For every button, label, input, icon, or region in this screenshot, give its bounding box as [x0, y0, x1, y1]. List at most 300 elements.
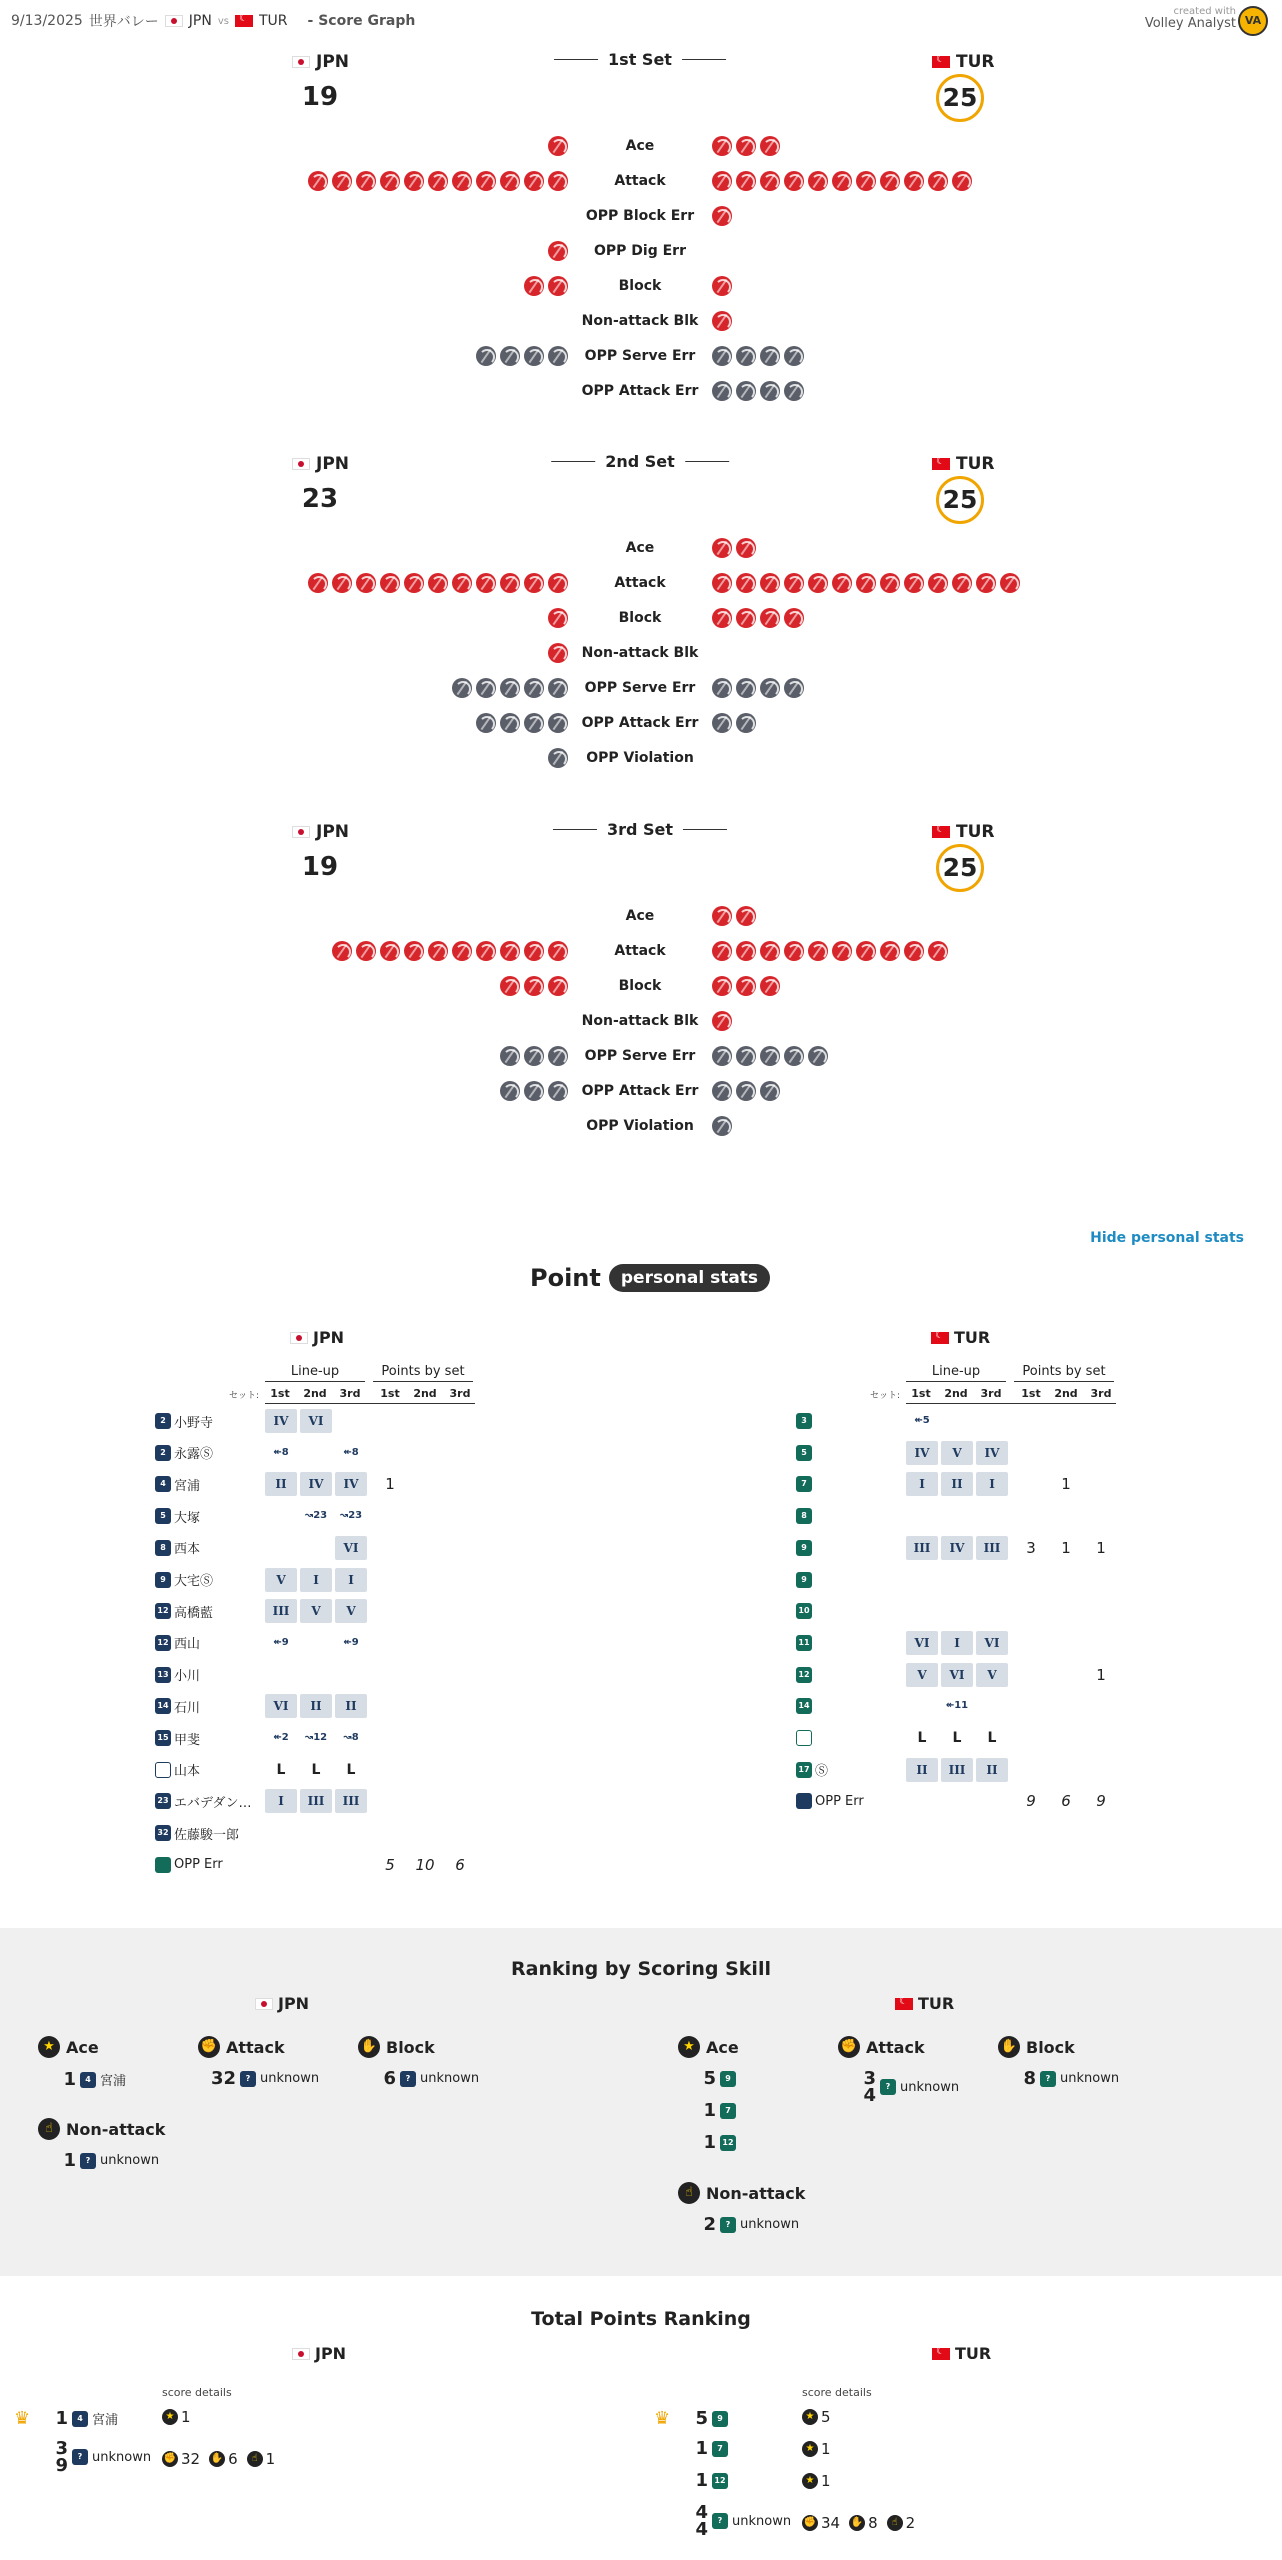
volleyball-icon — [712, 171, 732, 191]
jersey-number: 12 — [798, 1669, 810, 1679]
player-row[interactable] — [155, 1630, 265, 1656]
lineup-cell: I — [265, 1789, 297, 1813]
player-row[interactable] — [155, 1662, 265, 1688]
volleyball-icon — [712, 678, 732, 698]
rank-value: 8 — [1023, 2068, 1036, 2089]
player-name: unknown — [740, 2217, 800, 2232]
volleyball-icon — [760, 678, 780, 698]
volleyball-icon — [356, 941, 376, 961]
japan-flag-icon — [292, 2348, 310, 2360]
volleyball-icon — [548, 346, 568, 366]
skill-ace — [38, 2036, 99, 2058]
skill-rank-entry[interactable] — [48, 2070, 126, 2089]
player-name: 高橋藍 — [174, 1605, 214, 1621]
lineup-cell: I — [976, 1472, 1008, 1496]
volleyball-icon — [712, 206, 732, 226]
player-name: 永露Ⓢ — [174, 1447, 214, 1463]
jersey-number: 12 — [714, 2475, 726, 2485]
volleyball-icon — [880, 171, 900, 191]
jersey-number: 7 — [801, 1479, 807, 1489]
volleyball-icon — [332, 573, 352, 593]
skill-non-attack — [38, 2118, 165, 2140]
detail-value: 34 — [821, 2514, 841, 2532]
total-rank-entry[interactable] — [654, 2440, 732, 2457]
score-detail — [802, 2472, 837, 2490]
volleyball-icon — [548, 573, 568, 593]
jersey-number: ? — [77, 2452, 83, 2461]
score-team-a: 19 — [301, 82, 339, 112]
team-b-balls — [712, 608, 804, 628]
total-rank-entry[interactable] — [654, 2472, 732, 2489]
volleyball-icon — [500, 941, 520, 961]
rank-team-name: JPN — [278, 1994, 310, 2013]
skill-name: Attack — [226, 2037, 285, 2057]
title-rule-right — [683, 829, 727, 830]
skill-rank-entry[interactable] — [48, 2152, 159, 2169]
jersey-icon — [155, 1762, 171, 1778]
jersey-number: ? — [1045, 2073, 1051, 2083]
points-set-col: 1st — [1021, 1387, 1041, 1400]
player-row[interactable] — [796, 1471, 906, 1497]
volleyball-icon — [904, 573, 924, 593]
volleyball-icon — [548, 976, 568, 996]
volleyball-icon — [808, 573, 828, 593]
player-row[interactable] — [796, 1693, 906, 1719]
volleyball-icon — [808, 1046, 828, 1066]
volleyball-icon — [524, 171, 544, 191]
jersey-number: 8 — [801, 1511, 807, 1521]
player-row[interactable] — [796, 1440, 906, 1466]
player-name: 甲斐 — [174, 1732, 201, 1748]
player-name: 西本 — [174, 1542, 201, 1558]
player-row[interactable] — [155, 1503, 265, 1529]
volleyball-icon — [476, 713, 496, 733]
volleyball-icon — [736, 976, 756, 996]
skill-rank-entry[interactable] — [688, 2070, 740, 2087]
player-name: 小川 — [174, 1669, 201, 1685]
turkey-flag-icon — [932, 458, 950, 470]
jersey-number: 32 — [157, 1828, 169, 1838]
score-details-label: score details — [162, 2386, 232, 2399]
block-icon: ✋ — [998, 2036, 1020, 2058]
team-a-balls — [500, 1046, 568, 1066]
jersey-icon — [796, 1445, 812, 1461]
stat-label: Non-attack Blk — [581, 313, 699, 329]
points-cell: 9 — [1026, 1792, 1036, 1811]
player-row[interactable] — [155, 1788, 265, 1814]
volleyball-icon — [500, 171, 520, 191]
volleyball-icon — [404, 941, 424, 961]
jersey-icon — [240, 2071, 256, 2087]
lineup-cell: L — [311, 1761, 321, 1778]
volleyball-icon — [356, 171, 376, 191]
jersey-number: 5 — [801, 1447, 807, 1457]
team-b-balls — [712, 713, 756, 733]
player-row[interactable] — [155, 1440, 265, 1466]
jersey-number: 11 — [798, 1637, 810, 1647]
hand-icon: ☝ — [678, 2182, 700, 2204]
team-a-name: JPN — [316, 822, 350, 842]
volleyball-icon — [760, 941, 780, 961]
skill-rank-entry[interactable] — [848, 2070, 959, 2104]
player-row[interactable] — [796, 1598, 906, 1624]
block-icon: ✋ — [209, 2451, 225, 2467]
player-row[interactable] — [796, 1662, 906, 1688]
lineup-cell: II — [906, 1758, 938, 1782]
player-row[interactable] — [155, 1471, 265, 1497]
hand-icon: ☝ — [887, 2515, 903, 2531]
volleyball-icon — [548, 608, 568, 628]
lineup-cell: VI — [300, 1409, 332, 1433]
personal-stats-pill[interactable]: personal stats — [609, 1264, 770, 1292]
set-label: セット: — [870, 1391, 901, 1401]
volleyball-icon — [832, 573, 852, 593]
jersey-number: 9 — [801, 1574, 807, 1584]
volleyball-icon — [500, 976, 520, 996]
player-row[interactable] — [796, 1725, 906, 1751]
player-row[interactable] — [796, 1535, 906, 1561]
team-b-balls — [712, 311, 732, 331]
total-rank-entry[interactable] — [14, 2440, 151, 2474]
player-row[interactable] — [155, 1693, 265, 1719]
stat-label: Ace — [625, 540, 655, 556]
set-team-b — [932, 52, 995, 72]
volleyball-icon — [928, 941, 948, 961]
jersey-number: 12 — [157, 1606, 169, 1616]
team-a-code: JPN — [188, 13, 212, 29]
volleyball-icon — [332, 171, 352, 191]
volleyball-icon — [760, 976, 780, 996]
team-b-balls — [712, 276, 732, 296]
rank-team-name: TUR — [918, 1994, 955, 2013]
volleyball-icon — [736, 906, 756, 926]
points-cell: 1 — [385, 1475, 395, 1494]
point-heading: Point — [530, 1264, 601, 1292]
team-b-code: TUR — [258, 13, 288, 29]
lineup-cell: VI — [906, 1631, 938, 1655]
player-row[interactable] — [155, 1757, 265, 1783]
stat-label: OPP Serve Err — [584, 680, 696, 696]
volleyball-icon — [476, 171, 496, 191]
volleyball-icon — [476, 346, 496, 366]
jersey-number: ? — [725, 2219, 731, 2229]
jersey-number: 7 — [717, 2443, 723, 2453]
ps-team-name: TUR — [954, 1328, 991, 1347]
stat-label: OPP Violation — [586, 750, 694, 766]
player-row[interactable] — [155, 1408, 265, 1434]
jersey-number: 9 — [801, 1542, 807, 1552]
jersey-icon — [796, 1793, 812, 1809]
total-rank-entry[interactable] — [14, 2408, 118, 2429]
skill-rank-entry[interactable] — [688, 2216, 799, 2233]
player-row[interactable] — [155, 1820, 265, 1846]
set-title-text: 3rd Set — [606, 820, 674, 839]
points-set-col: 3rd — [1090, 1387, 1112, 1400]
volleyball-icon — [548, 276, 568, 296]
jersey-icon — [155, 1825, 171, 1841]
team-b-balls — [712, 678, 804, 698]
jersey-icon — [796, 1762, 812, 1778]
volleyball-icon — [524, 346, 544, 366]
stat-label: OPP Serve Err — [584, 1048, 696, 1064]
detail-value: 1 — [821, 2472, 831, 2490]
player-name: 山本 — [174, 1764, 201, 1780]
star-icon: ★ — [802, 2409, 818, 2425]
skill-rank-entry[interactable] — [688, 2134, 740, 2151]
volleyball-icon — [404, 171, 424, 191]
set-title-text: 1st Set — [608, 50, 672, 69]
ranking-skill-title: Ranking by Scoring Skill — [511, 1958, 771, 1980]
jersey-icon — [796, 1476, 812, 1492]
jersey-icon — [712, 2441, 728, 2457]
volleyball-icon — [736, 1046, 756, 1066]
points-label: Points by set — [1014, 1364, 1114, 1382]
skill-rank-entry[interactable] — [688, 2102, 740, 2119]
block-icon: ✋ — [358, 2036, 380, 2058]
skill-name: Non-attack — [706, 2183, 806, 2203]
lineup-cell: III — [265, 1599, 297, 1623]
player-row[interactable] — [796, 1567, 906, 1593]
volleyball-icon — [548, 136, 568, 156]
score-detail — [802, 2440, 837, 2458]
detail-value: 6 — [228, 2450, 238, 2468]
lineup-cell: ↞8 — [273, 1446, 289, 1458]
rank-value: 3 4 — [863, 2068, 876, 2106]
detail-value: 1 — [821, 2440, 831, 2458]
lineup-cell: ↞2 — [273, 1732, 289, 1743]
volleyball-icon — [500, 1046, 520, 1066]
jersey-number: 12 — [722, 2137, 734, 2147]
turkey-flag-icon — [235, 15, 253, 27]
lineup-header — [265, 1364, 365, 1382]
total-team-tur — [932, 2344, 991, 2363]
team-a-balls — [548, 608, 568, 628]
ps-team-jpn — [290, 1328, 344, 1347]
lineup-cell: VI — [265, 1694, 297, 1718]
volleyball-icon — [524, 1081, 544, 1101]
volleyball-icon — [760, 573, 780, 593]
volleyball-icon — [904, 171, 924, 191]
stat-label: Non-attack Blk — [581, 645, 699, 661]
player-row[interactable] — [155, 1567, 265, 1593]
rank-value: 1 — [63, 2069, 76, 2090]
volleyball-icon — [500, 713, 520, 733]
stat-label: Block — [618, 610, 662, 626]
volleyball-icon — [856, 171, 876, 191]
player-name: 宮浦 — [174, 1478, 201, 1494]
jersey-icon — [155, 1476, 171, 1492]
jersey-icon — [796, 1540, 812, 1556]
volleyball-icon — [712, 1046, 732, 1066]
total-rank-entry[interactable] — [654, 2408, 732, 2429]
volleyball-icon — [452, 171, 472, 191]
volleyball-icon — [736, 941, 756, 961]
turkey-flag-icon — [932, 826, 950, 838]
player-row[interactable] — [155, 1852, 265, 1878]
jersey-icon — [155, 1730, 171, 1746]
volleyball-icon — [524, 573, 544, 593]
volleyball-icon — [308, 171, 328, 191]
volleyball-icon — [856, 573, 876, 593]
stat-label: OPP Attack Err — [581, 383, 699, 399]
jersey-number: 3 — [801, 1416, 807, 1425]
jersey-number: 13 — [157, 1669, 169, 1679]
jersey-icon — [155, 1857, 171, 1873]
volleyball-icon — [760, 136, 780, 156]
lineup-cell: I — [300, 1568, 332, 1592]
player-name: 宮浦 — [92, 2413, 119, 2428]
lineup-cell: IV — [976, 1441, 1008, 1465]
points-set-col: 3rd — [449, 1387, 471, 1400]
player-row[interactable] — [155, 1535, 265, 1561]
player-name: 大宅Ⓢ — [174, 1574, 214, 1589]
score-detail — [802, 2408, 837, 2426]
skill-rank-entry[interactable] — [1008, 2070, 1119, 2087]
team-a-balls — [500, 976, 568, 996]
player-row[interactable] — [155, 1725, 265, 1751]
stat-label: OPP Block Err — [585, 208, 695, 224]
player-row[interactable] — [796, 1757, 906, 1783]
player-name: OPP Err — [815, 1793, 864, 1809]
attack-icon: ✊ — [838, 2036, 860, 2058]
jersey-icon — [72, 2449, 88, 2465]
jersey-icon — [720, 2071, 736, 2087]
points-header — [1014, 1364, 1114, 1382]
points-cell: 10 — [415, 1855, 435, 1874]
jersey-number: 9 — [717, 2413, 723, 2423]
jersey-icon — [712, 2473, 728, 2489]
volleyball-icon — [428, 941, 448, 961]
jersey-number: 17 — [798, 1764, 810, 1774]
ranking-skill-section — [0, 1928, 1282, 2276]
lineup-cell: V — [265, 1568, 297, 1592]
volleyball-icon — [736, 713, 756, 733]
total-rank-entry[interactable] — [654, 2504, 791, 2538]
lineup-set-col: 2nd — [944, 1387, 968, 1400]
volleyball-icon — [404, 573, 424, 593]
jersey-icon — [80, 2153, 96, 2169]
points-cell: 1 — [1061, 1475, 1071, 1494]
points-cell: 5 — [385, 1855, 395, 1874]
player-row[interactable] — [796, 1503, 906, 1529]
turkey-flag-icon — [932, 56, 950, 68]
lineup-cell: ↝8 — [343, 1732, 359, 1743]
team-a-balls — [500, 1081, 568, 1101]
points-cell: 1 — [1096, 1665, 1106, 1684]
volleyball-icon — [736, 381, 756, 401]
volleyball-icon — [712, 1011, 732, 1031]
volleyball-icon — [524, 941, 544, 961]
team-a-balls — [452, 678, 568, 698]
jersey-icon — [796, 1508, 812, 1524]
volleyball-icon — [784, 941, 804, 961]
attack-icon: ✊ — [802, 2515, 818, 2531]
jersey-number: 4 — [85, 2074, 91, 2084]
player-row[interactable] — [796, 1408, 906, 1434]
points-cell: 3 — [1026, 1538, 1036, 1557]
jersey-icon — [72, 2411, 88, 2427]
jersey-icon — [796, 1635, 812, 1651]
team-b-balls — [712, 1011, 732, 1031]
jersey-number: 2 — [160, 1416, 166, 1425]
player-name: unknown — [900, 2079, 960, 2095]
player-row[interactable] — [796, 1788, 906, 1814]
jersey-number: 9 — [160, 1574, 166, 1584]
set-title — [554, 50, 726, 69]
player-row[interactable] — [796, 1630, 906, 1656]
volleyball-icon — [952, 171, 972, 191]
lineup-cell: L — [917, 1730, 927, 1746]
jersey-number: 7 — [725, 2105, 731, 2115]
volleyball-icon — [784, 1046, 804, 1066]
hand-icon: ☝ — [247, 2451, 263, 2467]
lineup-set-col: 1st — [270, 1387, 290, 1400]
lineup-cell: V — [941, 1441, 973, 1465]
volleyball-icon — [428, 573, 448, 593]
volleyball-icon — [760, 1046, 780, 1066]
set-title — [553, 820, 727, 839]
set-label: セット: — [229, 1391, 260, 1401]
volleyball-icon — [548, 678, 568, 698]
volleyball-icon — [736, 608, 756, 628]
brand-credit[interactable] — [1145, 6, 1236, 30]
volleyball-icon — [712, 346, 732, 366]
lineup-cell: II — [300, 1694, 332, 1718]
team-a-balls — [308, 171, 568, 191]
lineup-cell: II — [976, 1758, 1008, 1782]
score-team-a: 23 — [301, 484, 339, 514]
event-name: 世界バレー — [88, 14, 159, 30]
volleyball-icon — [712, 713, 732, 733]
lineup-cell: IV — [941, 1536, 973, 1560]
hide-personal-stats-link[interactable]: Hide personal stats — [1090, 1230, 1244, 1246]
jersey-icon — [155, 1445, 171, 1461]
title-rule-right — [685, 461, 729, 462]
jersey-number: ? — [85, 2155, 91, 2165]
hand-icon: ☝ — [38, 2118, 60, 2140]
page-title: - Score Graph — [307, 13, 416, 29]
player-name: 佐藤駿一郎 — [174, 1827, 240, 1843]
volleyball-icon — [712, 1116, 732, 1136]
jersey-icon — [720, 2217, 736, 2233]
jersey-icon — [155, 1793, 171, 1809]
points-set-col: 1st — [380, 1387, 400, 1400]
lineup-cell: III — [941, 1758, 973, 1782]
turkey-flag-icon — [932, 2348, 950, 2360]
player-name: unknown — [260, 2071, 320, 2086]
stat-label: Attack — [614, 173, 666, 189]
cols-underline — [906, 1403, 1116, 1404]
score-detail — [162, 2450, 281, 2468]
jersey-number: 14 — [798, 1701, 810, 1711]
lineup-cell: II — [265, 1472, 297, 1496]
jersey-icon — [155, 1572, 171, 1588]
team-b-balls — [712, 906, 756, 926]
team-b-balls — [712, 171, 972, 191]
player-name: unknown — [92, 2449, 152, 2465]
score-team-b: 25 — [936, 844, 984, 892]
skill-rank-entry[interactable] — [208, 2070, 319, 2087]
team-b-balls — [712, 1081, 780, 1101]
volleyball-icon — [712, 608, 732, 628]
set-team-b — [932, 822, 995, 842]
player-row[interactable] — [155, 1598, 265, 1624]
volleyball-icon — [452, 941, 472, 961]
skill-rank-entry[interactable] — [368, 2070, 479, 2087]
volley-analyst-logo-icon: VA — [1238, 6, 1268, 36]
volleyball-icon — [524, 1046, 544, 1066]
volleyball-icon — [784, 346, 804, 366]
